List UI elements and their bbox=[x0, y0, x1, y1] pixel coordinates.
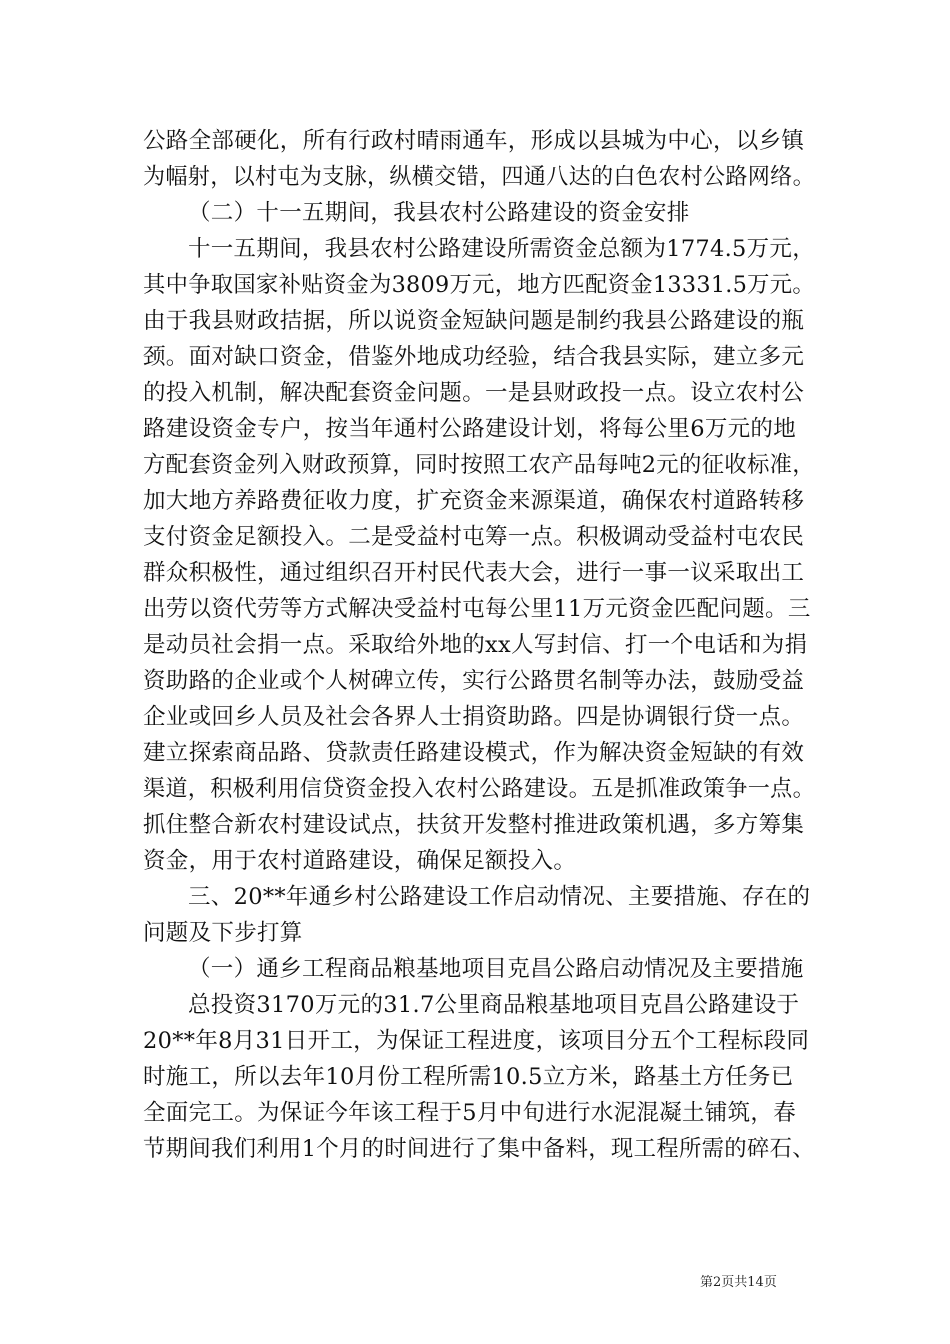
text-line-8: 的投入机制，解决配套资金问题。一是县财政投一点。设立农村公 bbox=[143, 380, 805, 406]
text-line-20: 抓住整合新农村建设试点，扶贫开发整村推进政策机遇，多方筹集 bbox=[143, 812, 805, 838]
text-line-17: 企业或回乡人员及社会各界人士捐资助路。四是协调银行贷一点。 bbox=[143, 704, 805, 730]
section-heading-3-cont: 问题及下步打算 bbox=[143, 920, 303, 946]
subsection-heading-1: （一）通乡工程商品粮基地项目克昌公路启动情况及主要措施 bbox=[188, 956, 804, 982]
text-line-27: 时施工，所以去年10月份工程所需10.5立方米，路基土方任务已 bbox=[143, 1064, 794, 1090]
section-heading-3: 三、20**年通乡村公路建设工作启动情况、主要措施、存在的 bbox=[188, 884, 811, 910]
section-heading-2: （二）十一五期间，我县农村公路建设的资金安排 bbox=[188, 200, 690, 226]
text-line-1: 公路全部硬化，所有行政村晴雨通车，形成以县城为中心，以乡镇 bbox=[143, 128, 805, 154]
text-line-26: 20**年8月31日开工，为保证工程进度，该项目分五个工程标段同 bbox=[143, 1028, 810, 1054]
text-line-21: 资金，用于农村道路建设，确保足额投入。 bbox=[143, 848, 577, 874]
text-line-28: 全面完工。为保证今年该工程于5月中旬进行水泥混凝土铺筑，春 bbox=[143, 1100, 797, 1126]
text-line-2: 为幅射，以村屯为支脉，纵横交错，四通八达的白色农村公路网络。 bbox=[143, 164, 815, 190]
text-line-13: 群众积极性，通过组织召开村民代表大会，进行一事一议采取出工 bbox=[143, 560, 805, 586]
text-line-10: 方配套资金列入财政预算，同时按照工农产品每吨2元的征收标准， bbox=[143, 452, 815, 478]
text-line-4: 十一五期间，我县农村公路建设所需资金总额为1774.5万元， bbox=[188, 236, 815, 262]
text-line-5: 其中争取国家补贴资金为3809万元，地方匹配资金13331.5万元。 bbox=[143, 272, 815, 298]
text-line-19: 渠道，积极利用信贷资金投入农村公路建设。五是抓准政策争一点。 bbox=[143, 776, 815, 802]
text-line-18: 建立探索商品路、贷款责任路建设模式，作为解决资金短缺的有效 bbox=[143, 740, 805, 766]
page-number-footer: 第2页共14页 bbox=[700, 1275, 777, 1290]
text-line-29: 节期间我们利用1个月的时间进行了集中备料，现工程所需的碎石、 bbox=[143, 1136, 815, 1162]
text-line-6: 由于我县财政拮据，所以说资金短缺问题是制约我县公路建设的瓶 bbox=[143, 308, 805, 334]
text-line-12: 支付资金足额投入。二是受益村屯筹一点。积极调动受益村屯农民 bbox=[143, 524, 805, 550]
text-line-25: 总投资3170万元的31.7公里商品粮基地项目克昌公路建设于 bbox=[188, 992, 800, 1018]
text-line-14: 出劳以资代劳等方式解决受益村屯每公里11万元资金匹配问题。三 bbox=[143, 596, 811, 622]
text-line-16: 资助路的企业或个人树碑立传，实行公路贯名制等办法，鼓励受益 bbox=[143, 668, 805, 694]
text-line-7: 颈。面对缺口资金，借鉴外地成功经验，结合我县实际，建立多元 bbox=[143, 344, 805, 370]
text-line-15: 是动员社会捐一点。采取给外地的xx人写封信、打一个电话和为捐 bbox=[143, 632, 808, 658]
text-line-11: 加大地方养路费征收力度，扩充资金来源渠道，确保农村道路转移 bbox=[143, 488, 805, 514]
text-line-9: 路建设资金专户，按当年通村公路建设计划，将每公里6万元的地 bbox=[143, 416, 797, 442]
